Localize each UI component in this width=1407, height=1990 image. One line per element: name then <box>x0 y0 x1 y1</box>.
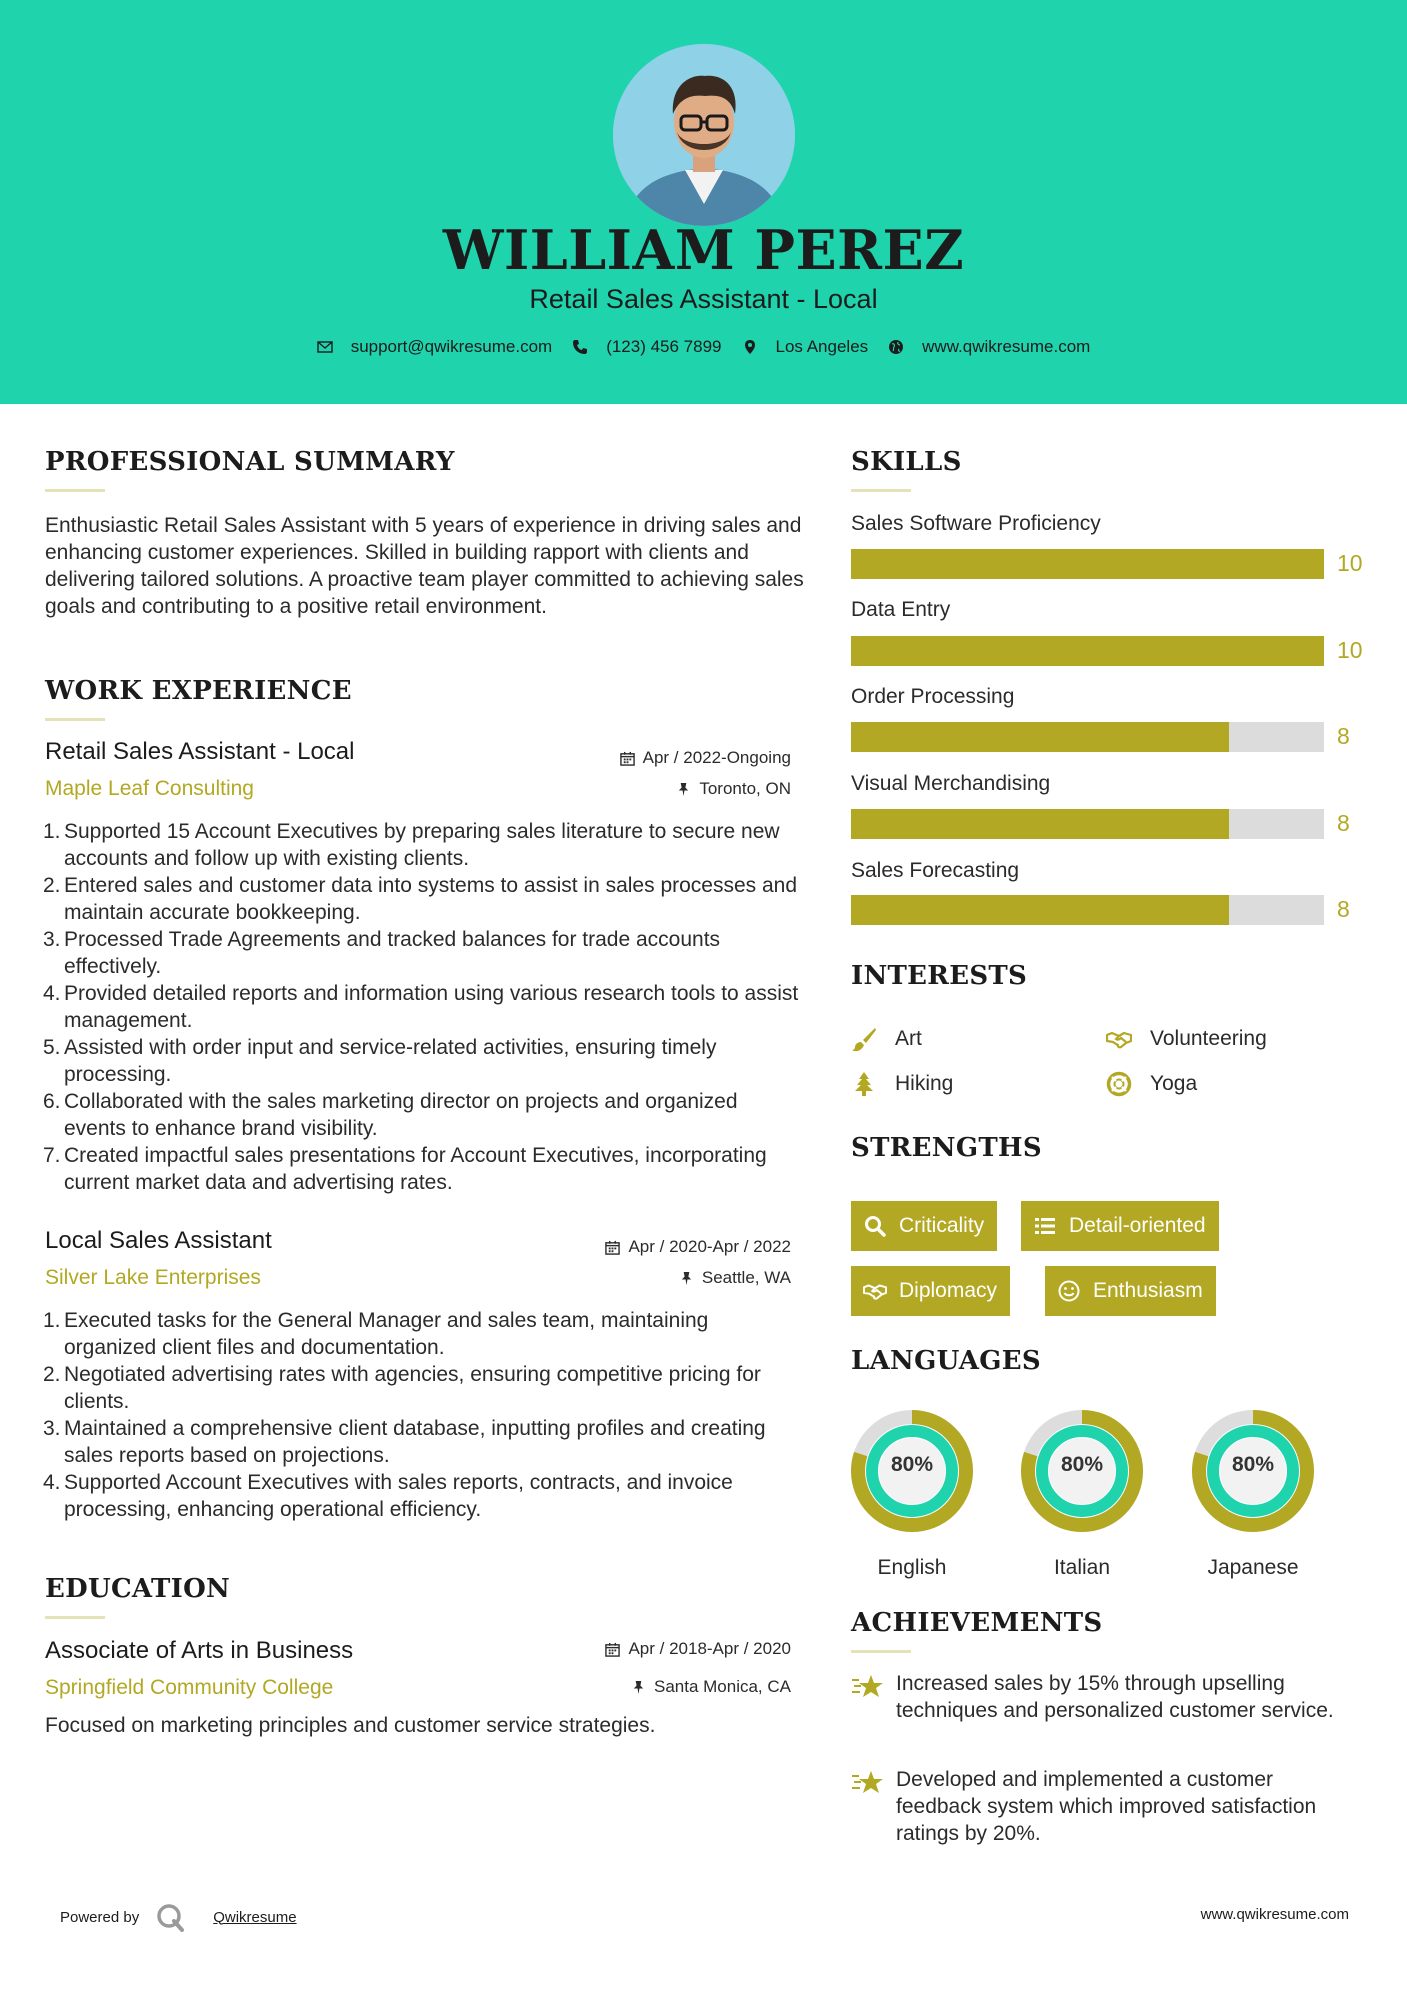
phone-icon <box>572 339 588 355</box>
profile-photo <box>613 44 795 226</box>
job-location <box>679 1268 791 1288</box>
job-dates-text: Apr / 2020-Apr / 2022 <box>628 1237 791 1256</box>
brand-link[interactable]: Qwikresume <box>213 1908 297 1926</box>
language-name: Japanese <box>1207 1556 1299 1579</box>
candidate-title: Retail Sales Assistant - Local <box>529 284 878 314</box>
job-dates-text: Apr / 2022-Ongoing <box>642 748 791 767</box>
skill-label: Order Processing <box>851 685 1015 708</box>
achievements-divider <box>851 1650 911 1653</box>
skill-bar <box>851 809 1324 839</box>
job-bullets <box>45 818 805 1196</box>
strength-badge: Enthusiasm <box>1045 1266 1216 1316</box>
job-location-text: Seattle, WA <box>701 1268 791 1287</box>
interests-heading: INTERESTS <box>851 961 1028 991</box>
email-text: support@qwikresume.com <box>350 337 553 356</box>
star-icon <box>851 1672 885 1702</box>
pushpin-icon <box>631 1680 646 1695</box>
list-item: 1. Supported 15 Account Executives by preparing sales literature to secure new accounts and follow up with existing clients. <box>43 820 780 870</box>
qwikresume-logo-icon <box>155 1902 185 1932</box>
summary-divider <box>45 489 105 492</box>
languages-heading: LANGUAGES <box>851 1346 1041 1376</box>
skill-level: 10 <box>1337 550 1363 576</box>
language-percent: 80% <box>1231 1453 1275 1476</box>
language-english <box>851 1410 973 1579</box>
avatar <box>613 44 795 226</box>
education-location-text: Santa Monica, CA <box>653 1677 791 1696</box>
education-dates <box>605 1639 791 1659</box>
skill-label: Visual Merchandising <box>851 772 1051 795</box>
pushpin-icon <box>676 782 691 797</box>
language-name: Italian <box>1053 1556 1111 1579</box>
globe-icon <box>888 339 904 355</box>
degree-title: Associate of Arts in Business <box>45 1637 354 1664</box>
interest-art: Art <box>851 1026 922 1052</box>
achievement-text: Developed and implemented a customer feedback system which improved satisfaction ratings by 20%. <box>896 1768 1317 1845</box>
language-name: English <box>877 1556 947 1579</box>
summary-text: Enthusiastic Retail Sales Assistant with 5 years of experience in driving sales and enhancing customer experiences. Skilled in building rapport with clients and delivering tailored solutions. A proactive team player committed to achieving sales goals and contributing to a positive retail environment. <box>45 514 804 618</box>
language-italian <box>1021 1410 1143 1579</box>
skill-bar-fill <box>851 636 1324 666</box>
list-item: 3. Processed Trade Agreements and tracked balances for trade accounts effectively. <box>43 928 721 978</box>
skill-level: 8 <box>1337 723 1350 749</box>
achievement-text: Increased sales by 15% through upselling techniques and personalized customer service. <box>896 1672 1334 1722</box>
interest-yoga: Yoga <box>1106 1071 1197 1097</box>
list-item: 1. Executed tasks for the General Manager and sales team, maintaining organized client files and documentation. <box>43 1309 709 1359</box>
list-item: 6. Collaborated with the sales marketing director on projects and organized events to enhance brand visibility. <box>43 1090 738 1140</box>
envelope-icon <box>317 339 333 355</box>
skill-bar-fill <box>851 722 1229 752</box>
strengths-heading: STRENGTHS <box>851 1133 1042 1163</box>
job-title: Local Sales Assistant <box>45 1227 272 1254</box>
skill-level: 10 <box>1337 637 1363 663</box>
language-japanese <box>1192 1410 1314 1579</box>
list-item: 2. Entered sales and customer data into systems to assist in sales processes and maintain accurate bookkeeping. <box>43 874 798 924</box>
skills-divider <box>851 489 911 492</box>
calendar-icon <box>605 1642 620 1657</box>
job-dates <box>620 748 791 768</box>
job-company: Maple Leaf Consulting <box>45 777 254 800</box>
smile-icon <box>1057 1279 1081 1303</box>
skill-level: 8 <box>1337 810 1350 836</box>
skill-bar-fill <box>851 895 1229 925</box>
education-dates-text: Apr / 2018-Apr / 2020 <box>628 1639 791 1658</box>
skill-label: Sales Forecasting <box>851 859 1020 882</box>
footer-url[interactable]: www.qwikresume.com <box>1200 1906 1349 1923</box>
calendar-icon <box>605 1240 620 1255</box>
language-percent: 80% <box>890 1453 934 1476</box>
job-dates <box>605 1237 791 1257</box>
skill-bar-fill <box>851 549 1324 579</box>
contact-phone[interactable] <box>572 337 721 357</box>
list-item: 3. Maintained a comprehensive client database, inputting profiles and creating sales reports based on projections. <box>43 1417 766 1467</box>
tree-icon <box>851 1071 877 1097</box>
skill-bar-fill <box>851 809 1229 839</box>
strength-badge: Detail-oriented <box>1021 1201 1219 1251</box>
contact-bar <box>0 337 1407 357</box>
location-text: Los Angeles <box>775 337 869 356</box>
resume-header <box>0 0 1407 404</box>
search-icon <box>863 1214 887 1238</box>
interest-volunteering: Volunteering <box>1106 1026 1267 1052</box>
phone-text: (123) 456 7899 <box>606 337 722 356</box>
interest-hiking: Hiking <box>851 1071 953 1097</box>
map-pin-icon <box>742 339 758 355</box>
achievements-heading: ACHIEVEMENTS <box>851 1608 1103 1638</box>
list-item: 5. Assisted with order input and service-related activities, ensuring timely processing. <box>43 1036 717 1086</box>
education-location <box>631 1677 791 1697</box>
website-text: www.qwikresume.com <box>922 337 1091 356</box>
strength-badge: Criticality <box>851 1201 997 1251</box>
candidate-name: WILLIAM PEREZ <box>442 218 965 282</box>
skill-label: Sales Software Proficiency <box>851 512 1101 535</box>
footer-branding <box>60 1902 297 1932</box>
paintbrush-icon <box>851 1026 877 1052</box>
skill-bar <box>851 549 1324 579</box>
education-description: Focused on marketing principles and customer service strategies. <box>45 1714 656 1737</box>
handshake-icon <box>1106 1026 1132 1052</box>
contact-email[interactable] <box>317 337 553 357</box>
language-percent: 80% <box>1060 1453 1104 1476</box>
skills-heading: SKILLS <box>851 447 962 477</box>
list-icon <box>1033 1214 1057 1238</box>
job-location <box>676 779 791 799</box>
job-company: Silver Lake Enterprises <box>45 1266 261 1289</box>
list-item: 4. Provided detailed reports and information using various research tools to assist management. <box>43 982 799 1032</box>
pushpin-icon <box>679 1271 694 1286</box>
star-icon <box>851 1768 885 1798</box>
experience-heading: WORK EXPERIENCE <box>45 676 352 706</box>
list-item: 4. Supported Account Executives with sales reports, contracts, and invoice processing, enhancing operational efficiency. <box>43 1471 733 1521</box>
calendar-icon <box>620 751 635 766</box>
experience-divider <box>45 718 105 721</box>
education-divider <box>45 1616 105 1619</box>
contact-location <box>742 337 869 357</box>
contact-website[interactable] <box>888 337 1090 357</box>
job-location-text: Toronto, ON <box>699 779 791 798</box>
skill-bar <box>851 895 1324 925</box>
job-title: Retail Sales Assistant - Local <box>45 738 355 765</box>
lifebuoy-icon <box>1106 1071 1132 1097</box>
skill-level: 8 <box>1337 896 1350 922</box>
list-item: 2. Negotiated advertising rates with agencies, ensuring competitive pricing for clients. <box>43 1363 761 1413</box>
handshake-icon <box>863 1279 887 1303</box>
summary-heading: PROFESSIONAL SUMMARY <box>45 447 455 477</box>
powered-by-text: Powered by <box>60 1908 140 1926</box>
job-bullets <box>45 1307 805 1523</box>
skill-bar <box>851 636 1324 666</box>
skill-label: Data Entry <box>851 598 951 621</box>
school-name: Springfield Community College <box>45 1676 334 1699</box>
education-heading: EDUCATION <box>45 1574 231 1604</box>
strength-badge: Diplomacy <box>851 1266 1010 1316</box>
skill-bar <box>851 722 1324 752</box>
list-item: 7. Created impactful sales presentations for Account Executives, incorporating current market data and advertising rates. <box>43 1144 767 1194</box>
